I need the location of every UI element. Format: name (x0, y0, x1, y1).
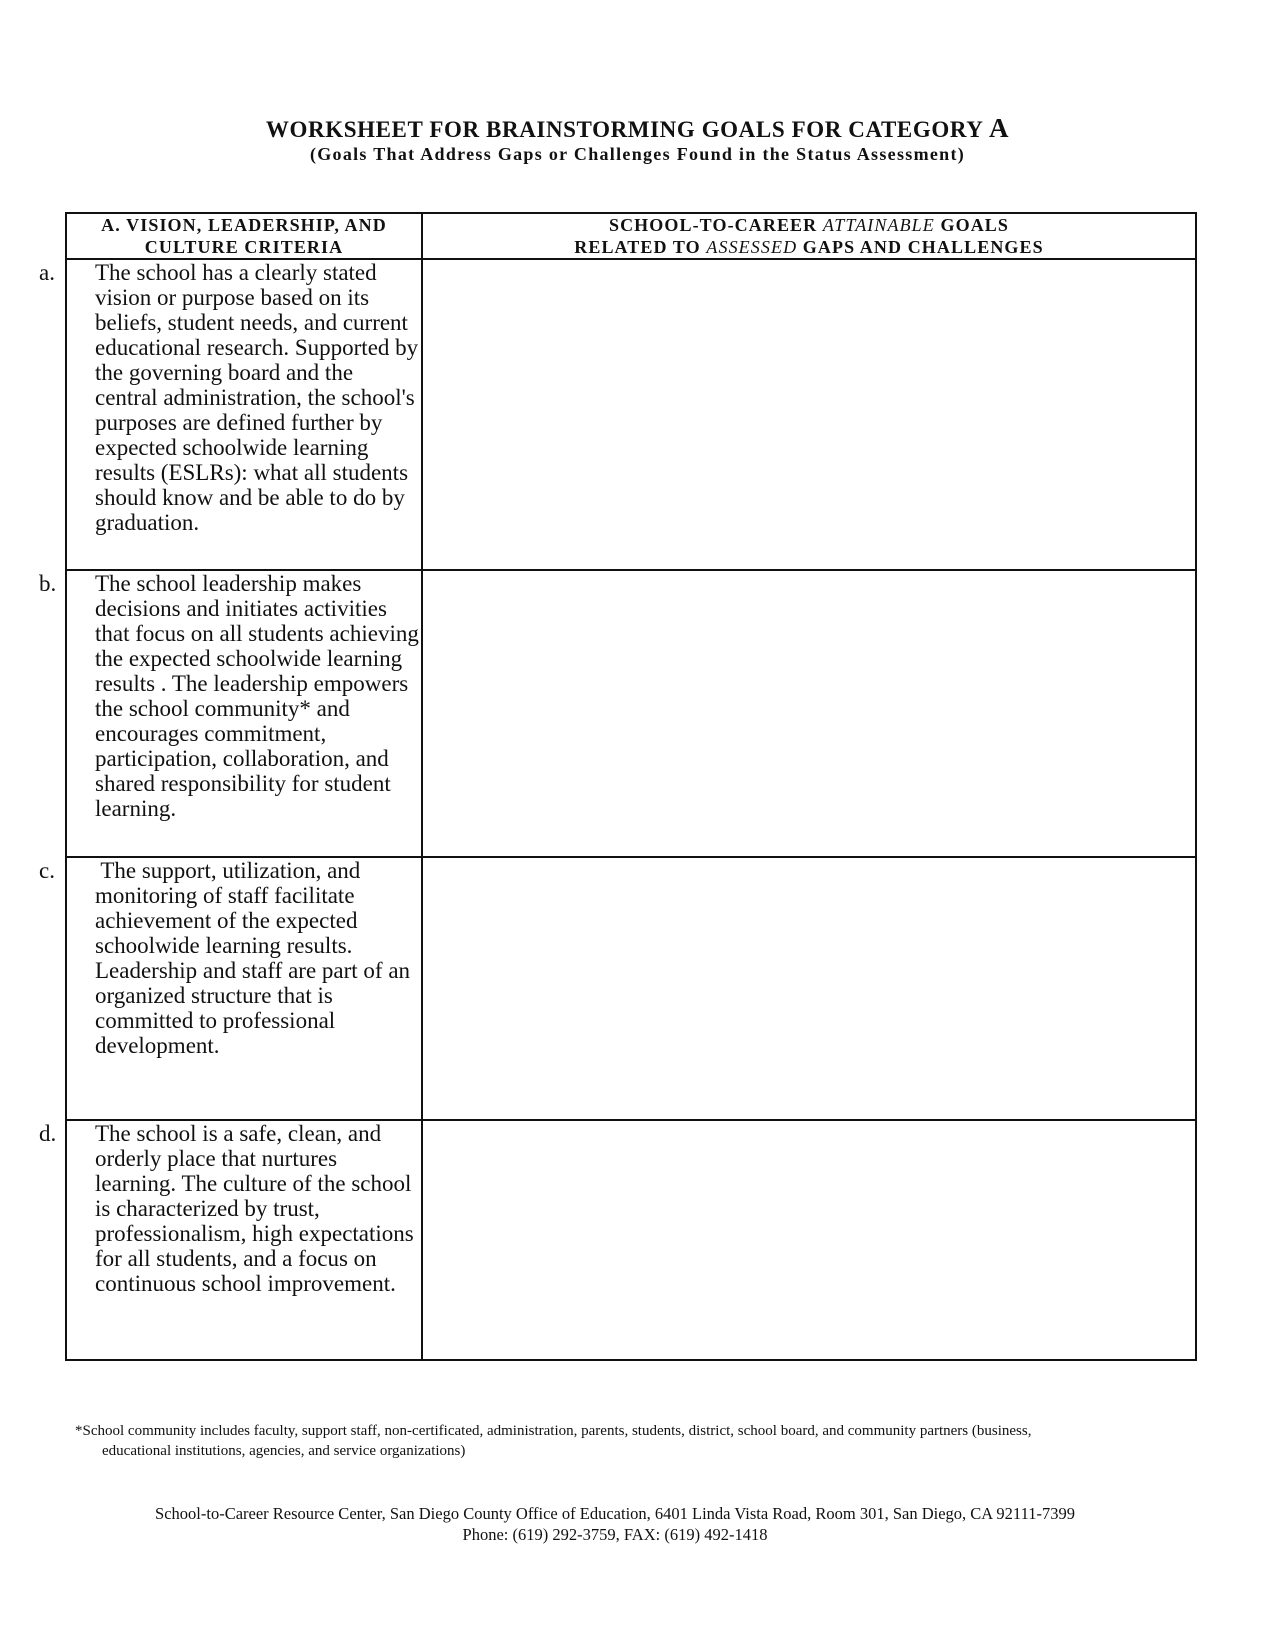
criterion-row-d (66, 1120, 1196, 1360)
criterion-cell (39, 857, 422, 1120)
goal-entry-cell-c[interactable] (422, 857, 1196, 1120)
criterion-text (39, 571, 421, 821)
goals-header-part: GAPS AND CHALLENGES (802, 237, 1044, 257)
criterion-text (39, 260, 421, 535)
title-category-letter: A (988, 113, 1010, 143)
criterion-description: The school leadership makes decisions and initiates activities that focus on all students achieving the expected schoolwide learning results . The leadership empowers the school community* and encourages commitment, participation, collaboration, and shared responsibility for student learning. (95, 571, 419, 821)
criterion-row-a (66, 259, 1196, 570)
address-line: School-to-Career Resource Center, San Diego County Office of Education, 6401 Linda Vista Road, Room 301, San Diego, CA 92111-7399 (155, 1504, 1075, 1523)
criterion-letter: d. (39, 1121, 57, 1146)
criterion-text (39, 1121, 421, 1296)
criterion-cell (39, 570, 422, 857)
criterion-letter: a. (39, 260, 55, 285)
page-title (0, 113, 1275, 144)
table-header-row (66, 213, 1196, 259)
footnote-line1: *School community includes faculty, support staff, non-certificated, administration, parents, students, district, school board, and community partners (business, (75, 1423, 1032, 1439)
footnote (75, 1421, 1205, 1461)
criterion-cell (39, 259, 422, 570)
criterion-cell (39, 1120, 422, 1360)
criteria-header-line1: A. VISION, LEADERSHIP, AND (101, 215, 387, 235)
goals-header-line1 (423, 214, 1195, 236)
criterion-text (39, 858, 421, 1058)
goals-column-header (422, 213, 1196, 259)
goals-header-emphasis: ATTAINABLE (822, 215, 935, 235)
phone-fax-line: Phone: (619) 292-3759, FAX: (619) 492-1418 (462, 1525, 768, 1544)
criterion-row-b (66, 570, 1196, 857)
goals-header-line2 (423, 236, 1195, 258)
criterion-row-c (66, 857, 1196, 1120)
criterion-letter: c. (39, 858, 55, 883)
criterion-description: The school is a safe, clean, and orderly place that nurtures learning. The culture of the school is characterized by trust, professionalism, high expectations for all students, and a focus on continuous school improvement. (95, 1121, 414, 1296)
goals-header-part: RELATED TO (574, 237, 701, 257)
criteria-column-header (66, 213, 422, 259)
goals-header-part: SCHOOL-TO-CAREER (608, 215, 818, 235)
goals-header-part: GOALS (940, 215, 1010, 235)
goals-header-emphasis: ASSESSED (706, 237, 798, 257)
criteria-header-line2: CULTURE CRITERIA (144, 237, 344, 257)
goal-entry-cell-a[interactable] (422, 259, 1196, 570)
goal-entry-cell-d[interactable] (422, 1120, 1196, 1360)
goal-entry-cell-b[interactable] (422, 570, 1196, 857)
criterion-description: The school has a clearly stated vision or purpose based on its beliefs, student needs, and current educational research. Supported by the governing board and the central administration, the school's purposes are defined further by expected schoolwide learning results (ESLRs): what all students should know and be able to do by graduation. (95, 260, 419, 535)
criterion-description: The support, utilization, and monitoring of staff facilitate achievement of the expected schoolwide learning results. Leadership and staff are part of an organized structure that is committed to professional development. (95, 858, 411, 1058)
footer-address (0, 1503, 1230, 1545)
criterion-letter: b. (39, 571, 57, 596)
title-text: WORKSHEET FOR BRAINSTORMING GOALS FOR CATEGORY (265, 117, 983, 142)
page-subtitle: (Goals That Address Gaps or Challenges Found in the Status Assessment) (309, 144, 966, 164)
footnote-line2: educational institutions, agencies, and service organizations) (102, 1443, 466, 1459)
worksheet-table (39, 212, 1197, 1361)
